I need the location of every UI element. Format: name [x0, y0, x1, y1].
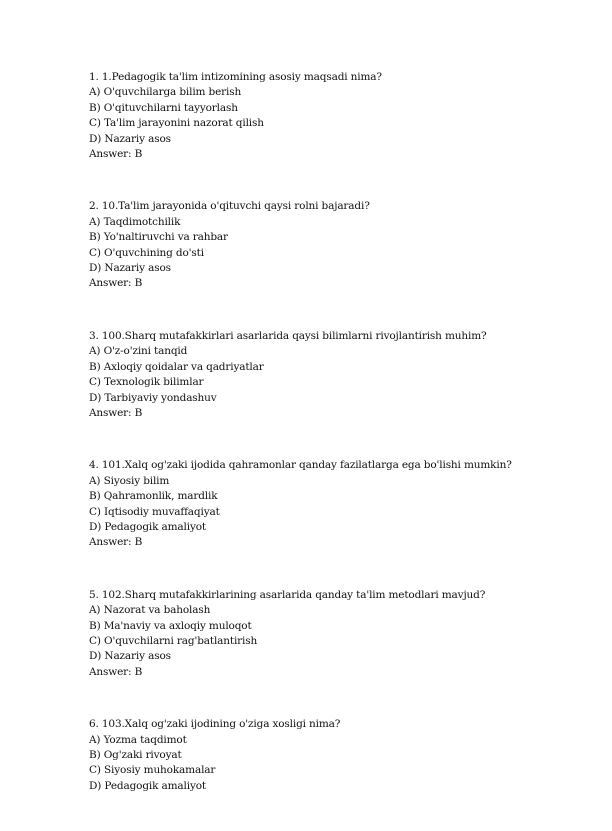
option-b: B) Ma'naviy va axloqiy muloqot: [89, 619, 252, 632]
option-d: D) Pedagogik amaliyot: [89, 779, 206, 792]
option-a: A) O'z-o'zini tanqid: [89, 345, 188, 358]
option-d: D) Tarbiyaviy yondashuv: [89, 391, 217, 404]
option-d: D) Nazariy asos: [89, 650, 171, 663]
question-title: 3. 100.Sharq mutafakkirlari asarlarida qaysi bilimlarni rivojlantirish muhim?: [89, 329, 487, 342]
answer-line: Answer: B: [89, 277, 143, 290]
question-title: 4. 101.Xalq og'zaki ijodida qahramonlar qanday fazilatlarga ega bo'lishi mumkin?: [89, 459, 512, 472]
option-d: D) Pedagogik amaliyot: [89, 520, 206, 533]
option-a: A) Yozma taqdimot: [89, 733, 187, 746]
option-c: C) Iqtisodiy muvaffaqiyat: [89, 505, 220, 518]
option-c: C) Texnologik bilimlar: [89, 376, 204, 389]
answer-line: Answer: B: [89, 665, 143, 678]
question-block: [89, 458, 589, 550]
option-c: C) O'quvchining do'sti: [89, 246, 204, 259]
question-block: [89, 717, 589, 794]
option-d: D) Nazariy asos: [89, 262, 171, 275]
answer-line: Answer: B: [89, 406, 143, 419]
question-block: [89, 588, 589, 680]
option-b: B) Og'zaki rivoyat: [89, 749, 182, 761]
question-block: [89, 329, 589, 421]
question-block: [89, 70, 589, 162]
option-d: D) Nazariy asos: [89, 132, 171, 145]
question-block: [89, 199, 589, 291]
question-title: 5. 102.Sharq mutafakkirlarining asarlarida qanday ta'lim metodlari mavjud?: [89, 588, 486, 601]
option-c: C) O'quvchilarni rag'batlantirish: [89, 634, 258, 647]
option-b: B) O'qituvchilarni tayyorlash: [89, 101, 238, 114]
question-title: 2. 10.Ta'lim jarayonida o'qituvchi qaysi rolni bajaradi?: [89, 200, 370, 213]
option-b: B) Axloqiy qoidalar va qadriyatlar: [89, 360, 264, 373]
answer-line: Answer: B: [89, 536, 143, 549]
option-a: A) O'quvchilarga bilim berish: [89, 86, 242, 99]
option-a: A) Siyosiy bilim: [89, 474, 170, 487]
answer-line: Answer: B: [89, 148, 143, 161]
option-c: C) Siyosiy muhokamalar: [89, 764, 216, 777]
option-c: C) Ta'lim jarayonini nazorat qilish: [89, 117, 264, 130]
question-title: 1. 1.Pedagogik ta'lim intizomining asosiy maqsadi nima?: [89, 71, 382, 83]
option-a: A) Nazorat va baholash: [89, 604, 211, 617]
question-title: 6. 103.Xalq og'zaki ijodining o'ziga xosligi nima?: [89, 718, 341, 731]
option-b: B) Qahramonlik, mardlik: [89, 490, 218, 503]
document-page: [89, 70, 589, 831]
option-b: B) Yo'naltiruvchi va rahbar: [89, 231, 228, 244]
option-a: A) Taqdimotchilik: [89, 215, 181, 228]
